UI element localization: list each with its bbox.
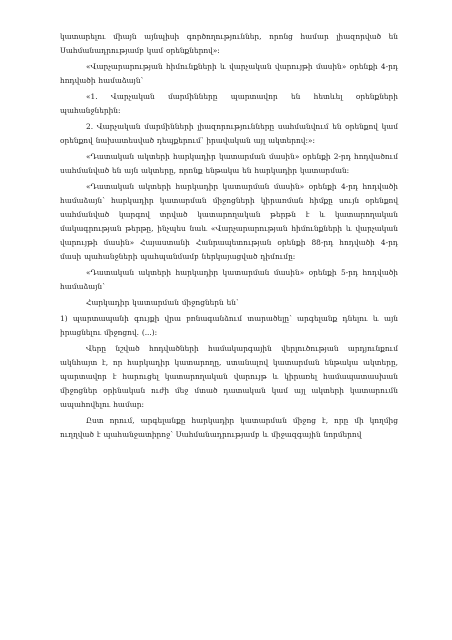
paragraph-4: 2. Վարչական մարմինների լիազորությունները սահմանվում են օրենքով կամ օրենքով նախատեսված դեպքերում՝ իրավական այլ ակտերով:»: [60,122,398,145]
document-page [60,30,398,442]
paragraph-6: «Դատական ակտերի հարկադիր կատարման մասին» օրենքի 4-րդ հոդվածի համաձայն՝ հարկադիր կատարման միջոցների կիրառման հիմքը սույն օրենքով սահմանված կարգով տրված կատարողական թերթն է և կատարողական մակագրության թերթը, ինչպես նաև «Վարչարարության հիմունքների և վարչական վարույթի մասին» Հայաստանի Հանրապետության օրենքի 88-րդ հոդվածի 4-րդ մասի պահանջների պահպանմամբ ներկայացված դիմումը: [60,182,398,261]
paragraph-5: «Դատական ակտերի հարկադիր կատարման մասին» օրենքի 2-րդ հոդվածում սահմանված են այն ակտերը, որոնք ենթակա են հարկադիր կատարման: [60,152,398,175]
paragraph-1: կատարելու միայն այնպիսի գործողություններ, որոնց համար լիազորված են Սահմանադրությամբ կամ օրենքներով»: [60,32,398,55]
paragraph-11: Ըստ որում, արգելանքը հարկադիր կատարման միջոց է, որը մի կողմից ուղղված է պահանջատիրոջ՝ Սահմանադրությամբ և միջազգային նորմերով [60,416,398,439]
paragraph-2: «Վարչարարության հիմունքների և վարչական վարույթի մասին» օրենքի 4-րդ հոդվածի համաձայն՝ [60,62,398,85]
paragraph-9: 1) պարտապանի գույքի վրա բռնագանձում տարածելը՝ արգելանք դնելու և այն իրացնելու միջոցով. (...): [60,314,398,337]
paragraph-3: «1. Վարչական մարմինները պարտավոր են հետևել օրենքների պահանջներին: [60,92,398,115]
paragraph-7: «Դատական ակտերի հարկադիր կատարման մասին» օրենքի 5-րդ հոդվածի համաձայն՝ [60,268,398,291]
paragraph-10: Վերը նշված հոդվածների համակարգային վերլուծության արդյունքում ակնհայտ է, որ հարկադիր կատարողը, ստանալով կատարման ենթակա ակտերը, պարտավոր է հարուցել կատարողական վարույթ և կիրառել համապատասխան միջոցներ օրինական ուժի մեջ մտած դատական կամ այլ ակտերի կատարումն ապահովելու համար: [60,344,398,409]
paragraph-8: Հարկադիր կատարման միջոցներն են՝ [86,298,239,307]
